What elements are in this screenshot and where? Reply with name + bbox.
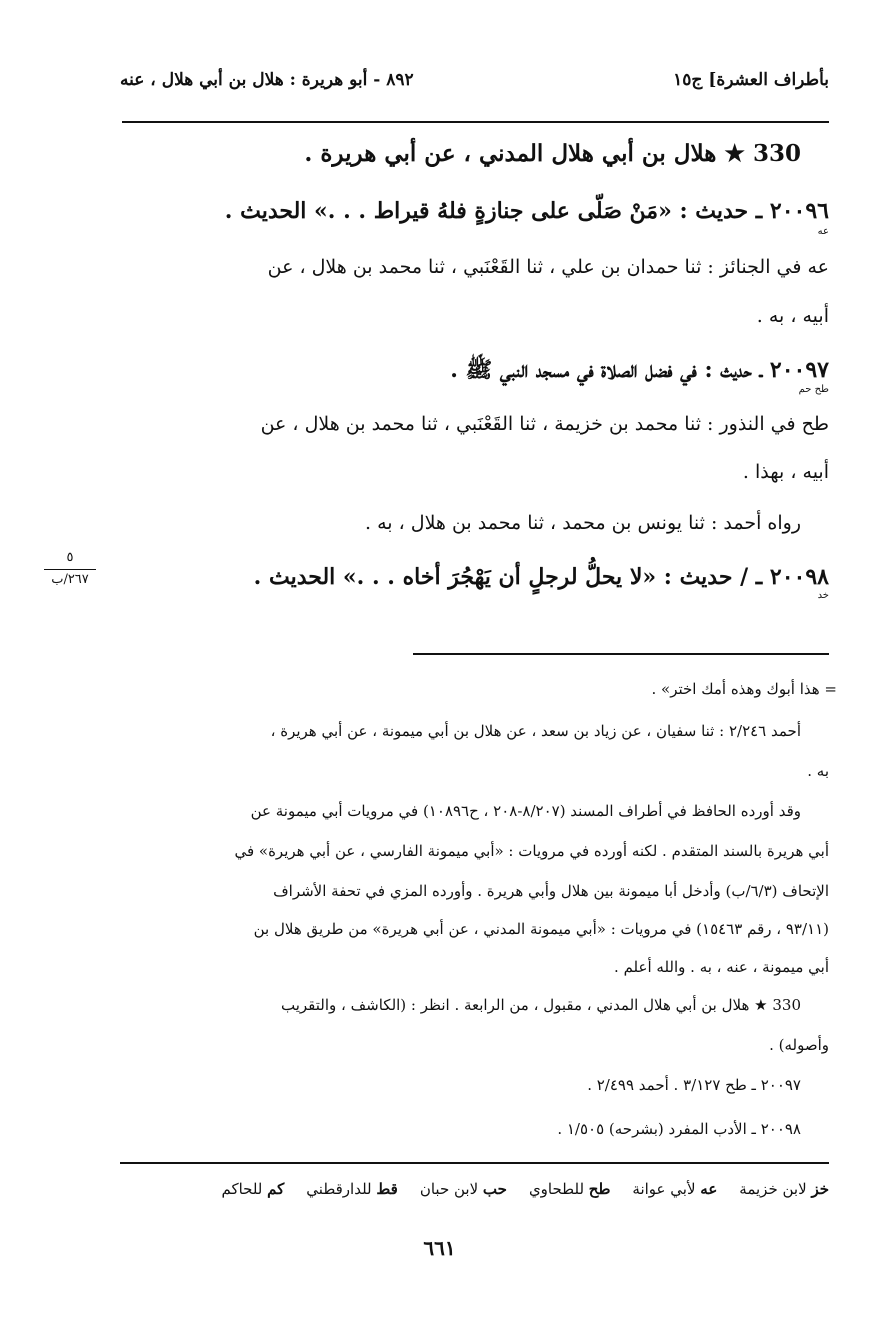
- hadith-20098-siglum: خد: [817, 590, 829, 601]
- legend-item: طح للطحاوي: [528, 1180, 611, 1198]
- footnote-line: وقد أورده الحافظ في أطراف المسند (٨/٢٠٧-٢٠٨ ، ح١٠٨٩٦) في مرويات أبي ميمونة عن: [250, 802, 801, 820]
- legend-item: قط للدارقطني: [306, 1180, 398, 1198]
- legend-item: خز لابن خزيمة: [739, 1180, 829, 1198]
- footnote-line: به .: [807, 762, 829, 780]
- legend-item: كم للحاكم: [221, 1180, 285, 1198]
- footnote-line: وأصوله) .: [769, 1036, 829, 1054]
- footnote-line: أبي هريرة بالسند المتقدم . لكنه أورده في مرويات : «أبي ميمونة الفارسي ، عن أبي هريرة» في: [234, 842, 829, 860]
- running-header-chapter: ٨٩٢ - أبو هريرة : هلال بن أبي هلال ، عنه: [120, 70, 414, 90]
- hadith-20097-isnad: طح في النذور : ثنا محمد بن خزيمة ، ثنا القَعْنَبي ، ثنا محمد بن هلال ، عن: [260, 413, 829, 435]
- hadith-20097-title: ٢٠٠٩٧ ـ حديث : في فضل الصلاة في مسجد النبي ﷺ .: [450, 357, 829, 383]
- footnote-line: الإتحاف (٦/٣/ب) وأدخل أبا ميمونة بين هلال وأبي هريرة . وأورده المزي في تحفة الأشراف: [273, 882, 829, 900]
- hadith-20096-isnad-end: أبيه ، به .: [756, 305, 829, 327]
- hadith-20096-siglum: عه: [817, 226, 829, 237]
- hadith-20097-ahmad: رواه أحمد : ثنا يونس بن محمد ، ثنا محمد بن هلال ، به .: [365, 512, 801, 534]
- footnote-line: ٢٠٠٩٨ ـ الأدب المفرد (بشرحه) ١/٥٠٥ .: [557, 1120, 801, 1138]
- footnote-line: ٢٠٠٩٧ ـ طح ٣/١٢٧ . أحمد ٢/٤٩٩ .: [587, 1076, 801, 1094]
- legend-item: حب لابن حبان: [419, 1180, 507, 1198]
- footnote-line: 330 ★ هلال بن أبي هلال المدني ، مقبول ، من الرابعة . انظر : (الكاشف ، والتقريب: [280, 996, 801, 1014]
- hadith-20097-siglum: طح حم: [798, 384, 829, 395]
- folio-ref: ٢٦٧/ب: [51, 572, 89, 587]
- header-rule: [122, 121, 829, 123]
- footnote-line: أبي ميمونة ، عنه ، به . والله أعلم .: [614, 958, 829, 976]
- narrator-heading: 330 ★ هلال بن أبي هلال المدني ، عن أبي هريرة .: [304, 140, 801, 167]
- running-header-book: بأطراف العشرة] ج١٥: [673, 70, 829, 90]
- page-number: ٦٦١: [423, 1236, 456, 1260]
- footnote-rule: [413, 653, 829, 655]
- manuscript-folio-note: [40, 550, 100, 587]
- hadith-20096-title: ٢٠٠٩٦ ـ حديث : «مَنْ صَلّى على جنازةٍ فلهُ قيراط . . .» الحديث .: [224, 198, 829, 224]
- folio-divider: [44, 569, 96, 570]
- footnote-line: (٩٣/١١ ، رقم ١٥٤٦٣) في مرويات : «أبي ميمونة المدني ، عن أبي هريرة» من طريق هلال بن: [253, 920, 829, 938]
- legend-rule: [120, 1162, 829, 1164]
- abbreviation-legend: [221, 1180, 829, 1198]
- footnote-line: أحمد ٢/٢٤٦ : ثنا سفيان ، عن زياد بن سعد ، عن هلال بن أبي ميمونة ، عن أبي هريرة ،: [270, 722, 801, 740]
- footnote-line: = هذا أبوك وهذه أمك اختر» .: [651, 680, 837, 698]
- folio-number: ٥: [66, 550, 74, 565]
- hadith-20096-isnad: عه في الجنائز : ثنا حمدان بن علي ، ثنا القَعْنَبي ، ثنا محمد بن هلال ، عن: [267, 256, 829, 278]
- hadith-20098-title: ٢٠٠٩٨ ـ / حديث : «لا يحلُّ لرجلٍ أن يَهْجُرَ أخاه . . .» الحديث .: [253, 564, 829, 590]
- legend-item: عه لأبي عوانة: [632, 1180, 718, 1198]
- hadith-20097-isnad-end: أبيه ، بهذا .: [742, 461, 829, 483]
